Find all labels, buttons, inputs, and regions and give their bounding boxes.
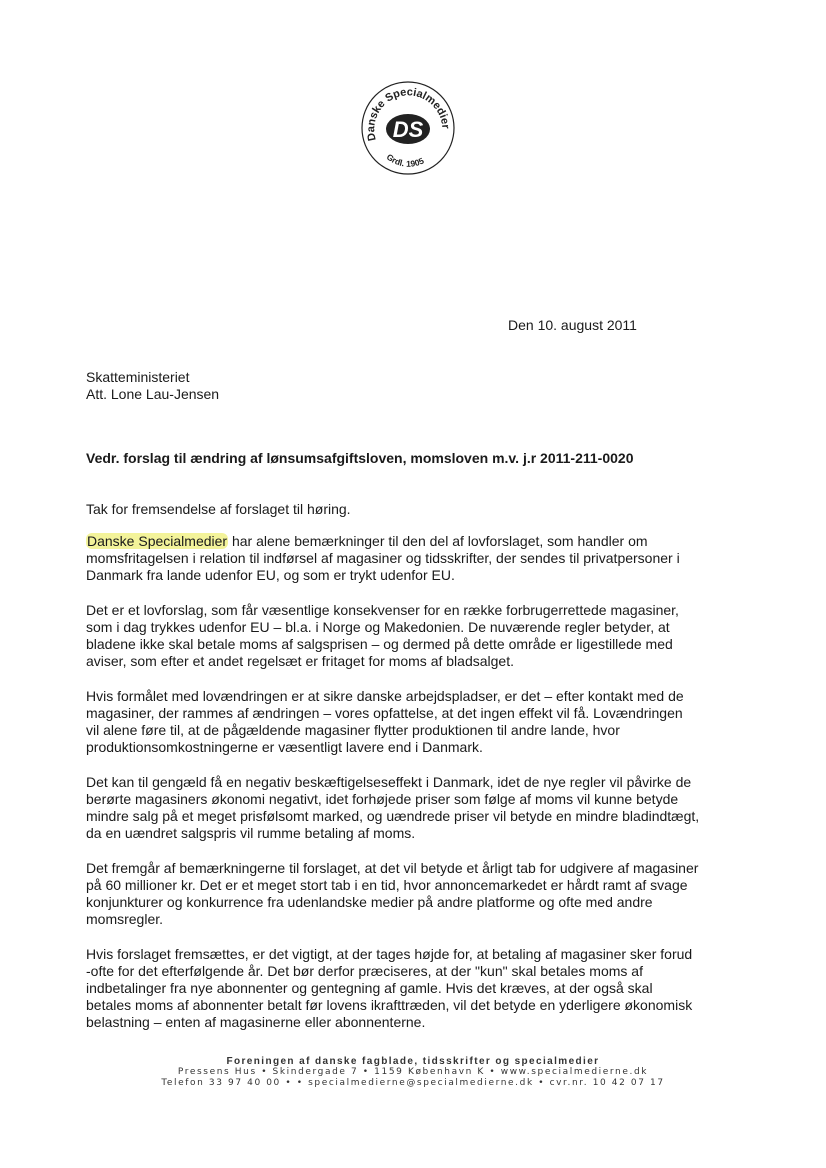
text-line: Det kan til gengæld få en negativ beskæftigelseseffekt i Danmark, idet de nye regler vil påvirke de (86, 774, 692, 790)
letter-footer (0, 1056, 826, 1089)
footer-address: Pressens Hus • Skindergade 7 • 1159 København K • www.specialmedierne.dk (177, 1067, 649, 1077)
text-line: -ofte for det efterfølgende år. Det bør derfor præciseres, at der "kun" skal betales moms af (86, 963, 643, 979)
recipient-line: Skatteministeriet (86, 369, 190, 385)
letter-body (86, 501, 746, 1049)
paragraph (86, 946, 746, 1031)
text-line: Danmark fra lande udenfor EU, og som er trykt udenfor EU. (86, 567, 455, 583)
paragraph (86, 602, 746, 670)
text-line: da en uændret salgspris vil rumme betaling af moms. (86, 825, 416, 841)
text-line: Hvis forslaget fremsættes, er det vigtigt, at der tages højde for, at betaling af magasiner sker forud (86, 946, 693, 962)
text-line: Tak for fremsendelse af forslaget til høring. (86, 501, 351, 517)
text-line: konjunkturer og konkurrence fra udenlandske medier på andre platforme og ofte med andre (86, 894, 653, 910)
letter-subject: Vedr. forslag til ændring af lønsumsafgiftsloven, momsloven m.v. j.r 2011-211-0020 (86, 450, 634, 466)
recipient-block (86, 369, 219, 403)
text-line: betales moms af abonnenter betalt før lovens ikrafttræden, vil det betyde en yderligere økonomisk (86, 997, 693, 1013)
text-line: bladene ikke skal betale moms af salgsprisen – og dermed på dette område er ligestillede med (86, 636, 673, 652)
paragraph (86, 860, 746, 928)
highlighted-org-name: Danske Specialmedier (87, 533, 228, 549)
paragraph (86, 501, 746, 518)
logo-text-top: Danske Specialmedier (365, 86, 452, 142)
text-line: momsfritagelsen i relation til indførsel af magasiner og tidsskrifter, der sendes til privatpersoner i (86, 550, 680, 566)
text-line (86, 533, 746, 550)
footer-organization: Foreningen af danske fagblade, tidsskrifter og specialmedier (226, 1056, 600, 1067)
paragraph (86, 688, 746, 756)
text-line: vil alene føre til, at de pågældende magasiner flytter produktionen til andre lande, hvor (86, 722, 620, 738)
paragraph (86, 774, 746, 842)
text-line: magasiner, der rammes af ændringen – vores opfattelse, at det ingen effekt vil få. Lovændringen (86, 705, 683, 721)
text-line: produktionsomkostningerne er væsentligt lavere end i Danmark. (86, 739, 483, 755)
text-line: aviser, som efter et andet regelsæt er fritaget for moms af bladsalget. (86, 653, 514, 669)
svg-text:Grdl. 1905 (385, 152, 426, 169)
text-line: Hvis formålet med lovændringen er at sikre danske arbejdspladser, er det – efter kontakt med de (86, 688, 684, 704)
recipient-line: Att. Lone Lau-Jensen (86, 386, 220, 402)
text-line: Det fremgår af bemærkningerne til forslaget, at det vil betyde et årligt tab for udgivere af magasiner (86, 860, 699, 876)
danske-specialmedier-logo (358, 78, 458, 178)
logo-monogram: DS (392, 117, 424, 142)
logo-text-bottom: Grdl. 1905 (384, 151, 426, 169)
text-line: belastning – enten af magasinerne eller abonnenterne. (86, 1014, 426, 1030)
text-line: berørte magasiners økonomi negativt, idet forhøjede priser som følge af moms vil kunne betyde (86, 791, 679, 807)
text-fragment: har alene bemærkninger til den del af lovforslaget, som handler om (228, 533, 648, 549)
text-line: som i dag trykkes udenfor EU – bl.a. i Norge og Makedonien. De nuværende regler betyder, at (86, 619, 670, 635)
paragraph (86, 533, 746, 584)
footer-contact: Telefon 33 97 40 00 • • specialmedierne@specialmedierne.dk • cvr.nr. 10 42 07 17 (161, 1078, 665, 1088)
text-line: Det er et lovforslag, som får væsentlige konsekvenser for en række forbrugerrettede magasiner, (86, 602, 679, 618)
letter-date: Den 10. august 2011 (508, 317, 637, 333)
text-line: på 60 millioner kr. Det er et meget stort tab i en tid, hvor annoncemarkedet er hårdt ramt af svage (86, 877, 688, 893)
logo-seal-icon (358, 78, 458, 178)
text-line: indbetalinger fra nye abonnenter og gentegning af gamle. Hvis det kræves, at der også skal (86, 980, 653, 996)
text-line: mindre salg på et meget prisfølsomt marked, og uændrede priser vil betyde en mindre bladindtægt, (86, 808, 700, 824)
text-line: momsregler. (86, 911, 164, 927)
